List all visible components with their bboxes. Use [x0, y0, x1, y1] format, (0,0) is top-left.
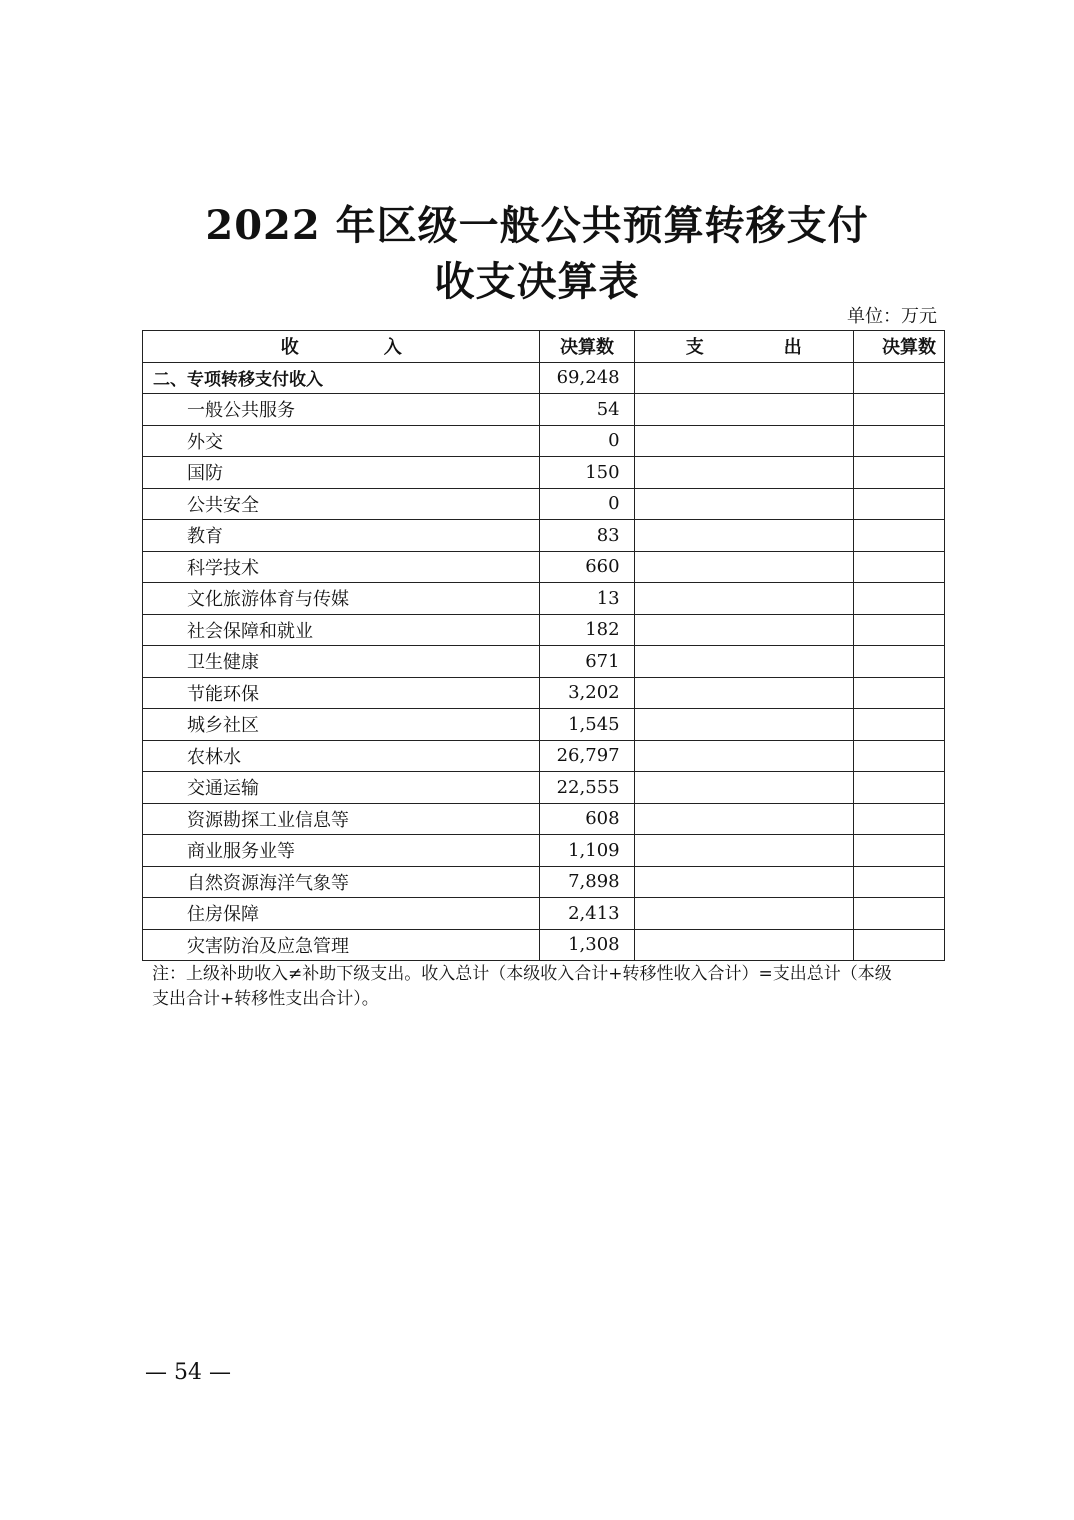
row-expense-value-empty	[853, 583, 944, 615]
row-label: 节能环保	[143, 677, 540, 709]
row-expense-empty	[634, 709, 853, 741]
row-value: 1,545	[540, 709, 634, 741]
row-expense-value-empty	[853, 772, 944, 804]
row-label: 社会保障和就业	[143, 614, 540, 646]
table-row	[143, 772, 945, 804]
table-row	[143, 740, 945, 772]
table-row	[143, 677, 945, 709]
row-label: 自然资源海洋气象等	[143, 866, 540, 898]
row-expense-value-empty	[853, 362, 944, 394]
row-expense-empty	[634, 835, 853, 867]
header-income	[143, 331, 540, 363]
row-expense-value-empty	[853, 646, 944, 678]
table-row	[143, 425, 945, 457]
table-row	[143, 709, 945, 741]
footnote	[152, 962, 942, 1012]
header-amount-income: 决算数	[540, 331, 634, 363]
row-expense-value-empty	[853, 488, 944, 520]
row-expense-empty	[634, 898, 853, 930]
table-row	[143, 835, 945, 867]
row-expense-empty	[634, 583, 853, 615]
row-label: 科学技术	[143, 551, 540, 583]
row-value: 150	[540, 457, 634, 489]
row-value: 69,248	[540, 362, 634, 394]
row-label: 二、专项转移支付收入	[143, 362, 540, 394]
table-row	[143, 583, 945, 615]
row-value: 22,555	[540, 772, 634, 804]
row-label: 外交	[143, 425, 540, 457]
table-row	[143, 394, 945, 426]
row-value: 608	[540, 803, 634, 835]
row-expense-empty	[634, 803, 853, 835]
row-expense-empty	[634, 394, 853, 426]
row-value: 26,797	[540, 740, 634, 772]
row-value: 13	[540, 583, 634, 615]
row-value: 7,898	[540, 866, 634, 898]
row-expense-value-empty	[853, 520, 944, 552]
row-label: 农林水	[143, 740, 540, 772]
header-income-char2: 入	[383, 337, 402, 359]
row-expense-value-empty	[853, 929, 944, 961]
row-value: 54	[540, 394, 634, 426]
row-expense-empty	[634, 520, 853, 552]
row-label: 住房保障	[143, 898, 540, 930]
table-row	[143, 803, 945, 835]
row-value: 0	[540, 425, 634, 457]
row-expense-value-empty	[853, 551, 944, 583]
table-row	[143, 898, 945, 930]
row-expense-value-empty	[853, 835, 944, 867]
row-expense-value-empty	[853, 803, 944, 835]
row-value: 182	[540, 614, 634, 646]
table-row	[143, 488, 945, 520]
table-row	[143, 457, 945, 489]
row-expense-empty	[634, 646, 853, 678]
row-expense-empty	[634, 929, 853, 961]
table-row	[143, 929, 945, 961]
row-expense-value-empty	[853, 898, 944, 930]
row-label: 教育	[143, 520, 540, 552]
table-header-row	[143, 331, 945, 363]
row-label: 资源勘探工业信息等	[143, 803, 540, 835]
row-expense-value-empty	[853, 740, 944, 772]
table-row	[143, 551, 945, 583]
row-value: 1,308	[540, 929, 634, 961]
row-label: 商业服务业等	[143, 835, 540, 867]
row-expense-value-empty	[853, 709, 944, 741]
table-row	[143, 520, 945, 552]
page-title-line2: 收支决算表	[434, 258, 640, 305]
table-row	[143, 362, 945, 394]
footnote-line1: 注：上级补助收入≠补助下级支出。收入总计（本级收入合计+转移性收入合计）=支出总计（本级	[152, 964, 892, 984]
row-value: 671	[540, 646, 634, 678]
row-expense-value-empty	[853, 677, 944, 709]
page-number: — 54 —	[145, 1360, 231, 1385]
row-expense-value-empty	[853, 614, 944, 646]
row-label: 灾害防治及应急管理	[143, 929, 540, 961]
row-expense-empty	[634, 866, 853, 898]
header-expense-char2: 出	[783, 337, 802, 359]
row-label: 国防	[143, 457, 540, 489]
header-expense-char1: 支	[685, 337, 704, 359]
row-value: 0	[540, 488, 634, 520]
row-value: 1,109	[540, 835, 634, 867]
row-value: 2,413	[540, 898, 634, 930]
row-expense-value-empty	[853, 425, 944, 457]
row-value: 660	[540, 551, 634, 583]
row-label: 公共安全	[143, 488, 540, 520]
row-value: 3,202	[540, 677, 634, 709]
row-expense-empty	[634, 488, 853, 520]
row-expense-empty	[634, 772, 853, 804]
page-title-line1: 2022 年区级一般公共预算转移支付	[205, 202, 869, 249]
table-row	[143, 646, 945, 678]
budget-table	[142, 330, 945, 961]
row-expense-value-empty	[853, 457, 944, 489]
unit-label: 单位：万元	[847, 306, 937, 327]
row-label: 城乡社区	[143, 709, 540, 741]
row-expense-empty	[634, 457, 853, 489]
row-expense-empty	[634, 362, 853, 394]
row-label: 卫生健康	[143, 646, 540, 678]
row-expense-empty	[634, 677, 853, 709]
table-row	[143, 614, 945, 646]
row-expense-empty	[634, 551, 853, 583]
row-label: 交通运输	[143, 772, 540, 804]
row-expense-empty	[634, 740, 853, 772]
row-expense-value-empty	[853, 866, 944, 898]
row-label: 文化旅游体育与传媒	[143, 583, 540, 615]
header-income-char1: 收	[280, 337, 299, 359]
row-expense-empty	[634, 614, 853, 646]
row-expense-value-empty	[853, 394, 944, 426]
row-label: 一般公共服务	[143, 394, 540, 426]
row-value: 83	[540, 520, 634, 552]
header-amount-expense: 决算数	[853, 331, 944, 363]
row-expense-empty	[634, 425, 853, 457]
table-row	[143, 866, 945, 898]
footnote-line2: 支出合计+转移性支出合计）。	[152, 989, 379, 1009]
header-expense	[634, 331, 853, 363]
